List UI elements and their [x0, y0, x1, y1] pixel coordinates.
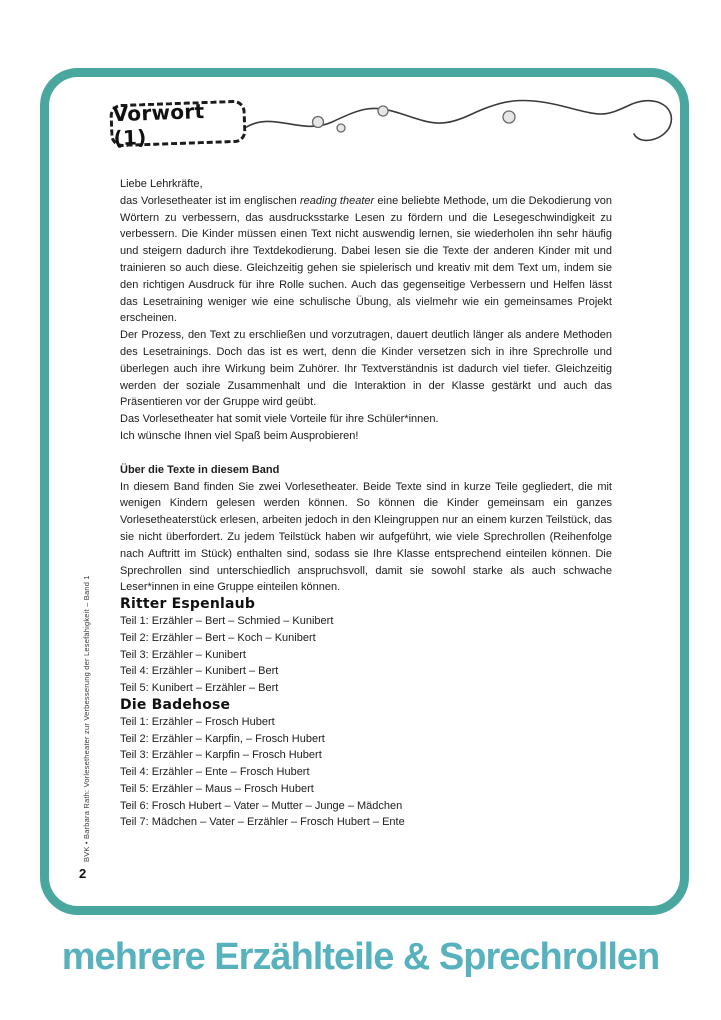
play2-parts [120, 714, 612, 832]
page-title-box [109, 100, 246, 148]
bubble-decoration [503, 111, 515, 123]
part-line: Teil 3: Erzähler – Karpfin – Frosch Hubert [120, 749, 322, 762]
page-number: 2 [79, 866, 87, 881]
paragraph-benefits: Das Vorlesetheater hat somit viele Vorteile für ihre Schüler*innen. [120, 413, 439, 426]
part-line: Teil 2: Erzähler – Karpfin, – Frosch Hubert [120, 732, 325, 745]
part-line: Teil 2: Erzähler – Bert – Koch – Kunibert [120, 631, 316, 644]
section-heading: Über die Texte in diesem Band [120, 463, 280, 476]
bubble-decoration [313, 117, 324, 128]
bubble-decoration [378, 106, 388, 116]
section-paragraph: In diesem Band finden Sie zwei Vorlesetheater. Beide Texte sind in kurze Teile gegliedert, die mit wenigen Kindern gelesen werden können. So können die Kinder gemeinsam ein ganzes Vorlesetheaterstück erlesen, arbeiten jedoch in den Kleingruppen nur an einem kurzen Teilstück, das sie nicht überfordert. Zu jedem Teilstück haben wir aufgeführt, wie viele Sprechrollen (Reihenfolge nach Auftritt im Stück) enthalten sind, sodass sie Ihre Klasse entsprechend einteilen können. Die Sprechrollen sind unterschiedlich anspruchsvoll, damit sie sowohl starke als auch schwache Leser*innen in eine Gruppe einteilen können. [120, 480, 612, 594]
page-body [120, 176, 612, 831]
footer-banner: mehrere Erzählteile & Sprechrollen [61, 936, 660, 978]
sidebar-credit: BVK • Barbara Rath: Vorlesetheater zur Verbesserung der Lesefähigkeit – Band 1 [82, 575, 91, 862]
page-title: Vorwort (1) [112, 98, 205, 150]
part-line: Teil 3: Erzähler – Kunibert [120, 648, 246, 661]
part-line: Teil 5: Erzähler – Maus – Frosch Hubert [120, 782, 314, 795]
part-line: Teil 4: Erzähler – Kunibert – Bert [120, 665, 279, 678]
squiggle-decoration [232, 88, 682, 168]
part-line: Teil 5: Kunibert – Erzähler – Bert [120, 682, 279, 695]
part-line: Teil 4: Erzähler – Ente – Frosch Hubert [120, 766, 310, 779]
paragraph-wish: Ich wünsche Ihnen viel Spaß beim Ausprobieren! [120, 429, 359, 442]
part-line: Teil 1: Erzähler – Bert – Schmied – Kunibert [120, 614, 334, 627]
play1-parts [120, 613, 612, 697]
part-line: Teil 6: Frosch Hubert – Vater – Mutter – Junge – Mädchen [120, 799, 403, 812]
salutation: Liebe Lehrkräfte, [120, 178, 203, 190]
paragraph-method-italic: reading theater [300, 194, 375, 207]
part-line: Teil 1: Erzähler – Frosch Hubert [120, 715, 275, 728]
bubble-decoration [337, 124, 345, 132]
part-line: Teil 7: Mädchen – Vater – Erzähler – Frosch Hubert – Ente [120, 816, 405, 829]
play1-title: Ritter Espenlaub [120, 596, 256, 613]
paragraph-method-post: eine beliebte Methode, um die Dekodierung von Wörtern zu verbessern, das ausdrucksstarke Lesen zu fördern und die Lesegeschwindigkeit zu verbessern. Die Kinder müssen einen Text nicht auswendig lernen, sie wiederholen ihn sehr häufig und steigern dadurch ihre Textdekodierung. Dabei lesen sie die Texte der anderen Kinder mit und trainieren so auch diese. Gleichzeitig gehen sie spielerisch und kreativ mit dem Text um, indem sie den richtigen Ausdruck für ihre Rolle suchen. Auch das gegenseitige Verbessern und Helfen lässt das Lesetraining weniger wie eine schulische Übung, als vielmehr wie ein gemeinsames Projekt erscheinen. [120, 194, 613, 325]
wavy-line [245, 100, 671, 140]
paragraph-process: Der Prozess, den Text zu erschließen und vorzutragen, dauert deutlich länger als andere Methoden des Lesetrainings. Doch das ist es wert, denn die Kinder versetzen sich in ihre Sprechrolle und überlegen auch ihre Wirkung beim Zuhörer. Ihr Textverständnis ist dadurch viel tiefer. Gleichzeitig werden der soziale Zusammenhalt und die Interaktion in der Klasse gestärkt und auch das Präsentieren vor der Gruppe wird geübt. [120, 329, 612, 409]
play2-title: Die Badehose [120, 696, 231, 713]
paragraph-method [120, 193, 612, 327]
paragraph-method-pre: das Vorlesetheater ist im englischen [120, 194, 300, 207]
